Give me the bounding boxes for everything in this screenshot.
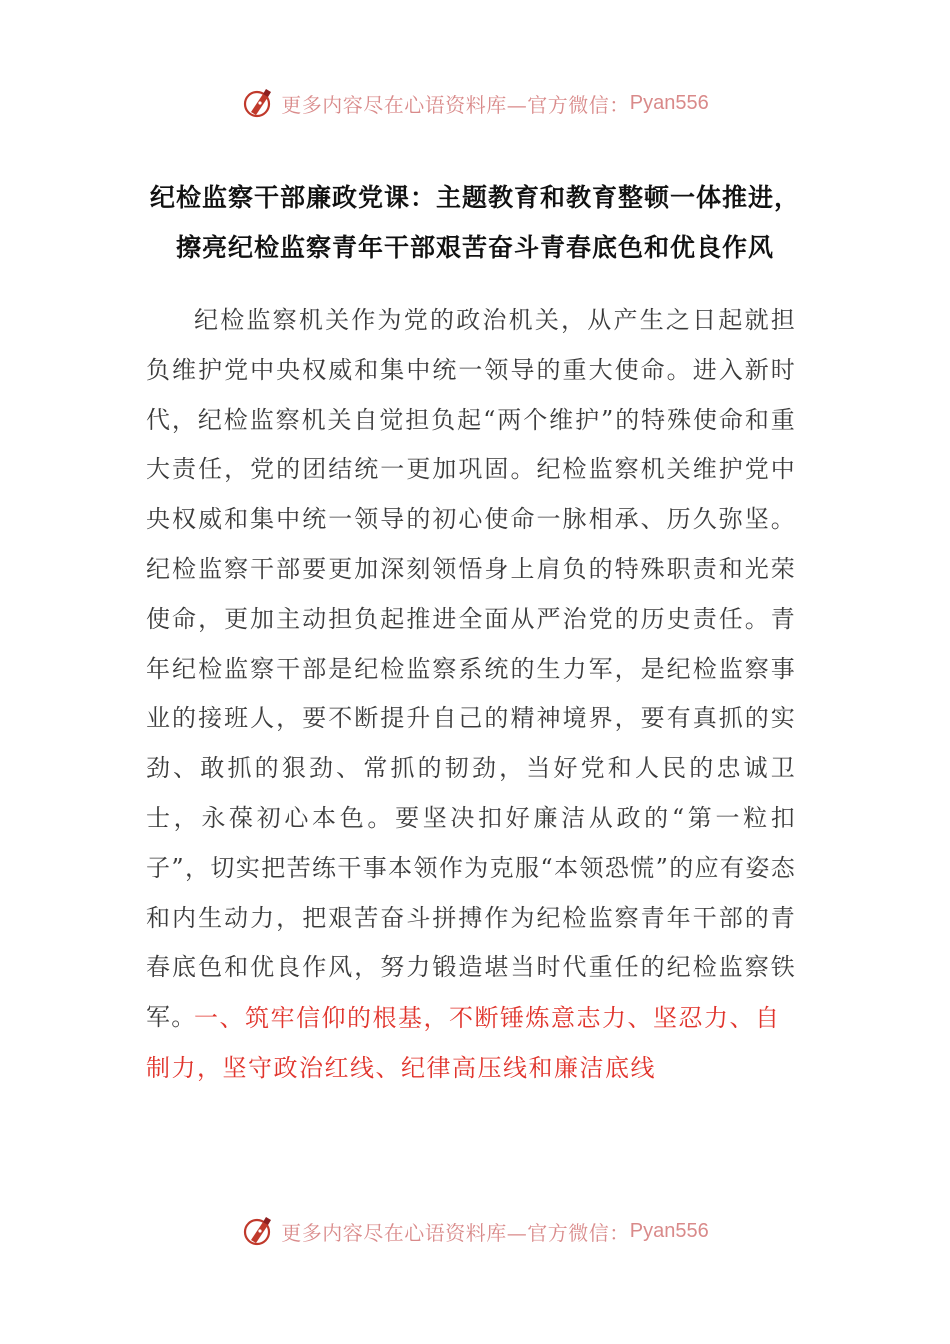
- pen-nib-logo-icon: [241, 1214, 275, 1248]
- banner-text: 更多内容尽在心语资料库—官方微信：: [281, 1220, 630, 1245]
- footer-banner: [0, 1208, 950, 1254]
- pen-nib-logo-icon: [241, 86, 275, 120]
- document-title-line-1: 纪检监察干部廉政党课：主题教育和教育整顿一体推进，: [149, 183, 800, 212]
- header-banner: [0, 80, 950, 126]
- document-title-line-2: 擦亮纪检监察青年干部艰苦奋斗青春底色和优良作风: [175, 233, 774, 262]
- banner-wechat-id: Pyan556: [629, 91, 709, 114]
- section-heading-1: 一、筑牢信仰的根基，不断锤炼意志力、坚忍力、自制力，坚守政治红线、纪律高压线和廉洁底线: [146, 1004, 781, 1082]
- body-paragraph: 纪检监察机关作为党的政治机关，从产生之日起就担负维护党中央权威和集中统一领导的重大使命。进入新时代，纪检监察机关自觉担负起“两个维护”的特殊使命和重大责任，党的团结统一更加巩固。纪检监察机关维护党中央权威和集中统一领导的初心使命一脉相承、历久弥坚。纪检监察干部要更加深刻领悟身上肩负的特殊职责和光荣使命，更加主动担负起推进全面从严治党的历史责任。青年纪检监察干部是纪检监察系统的生力军，是纪检监察事业的接班人，要不断提升自己的精神境界，要有真抓的实劲、敢抓的狠劲、常抓的韧劲，当好党和人民的忠诚卫士，永葆初心本色。要坚决扣好廉洁从政的“第一粒扣子”，切实把苦练干事本领作为克服“本领恐慌”的应有姿态和内生动力，把艰苦奋斗拼搏作为纪检监察青年干部的青春底色和优良作风，努力锻造堪当时代重任的纪检监察铁军。: [146, 306, 796, 1032]
- banner-wechat-id: Pyan556: [629, 1219, 709, 1242]
- banner-text: 更多内容尽在心语资料库—官方微信：: [281, 92, 630, 117]
